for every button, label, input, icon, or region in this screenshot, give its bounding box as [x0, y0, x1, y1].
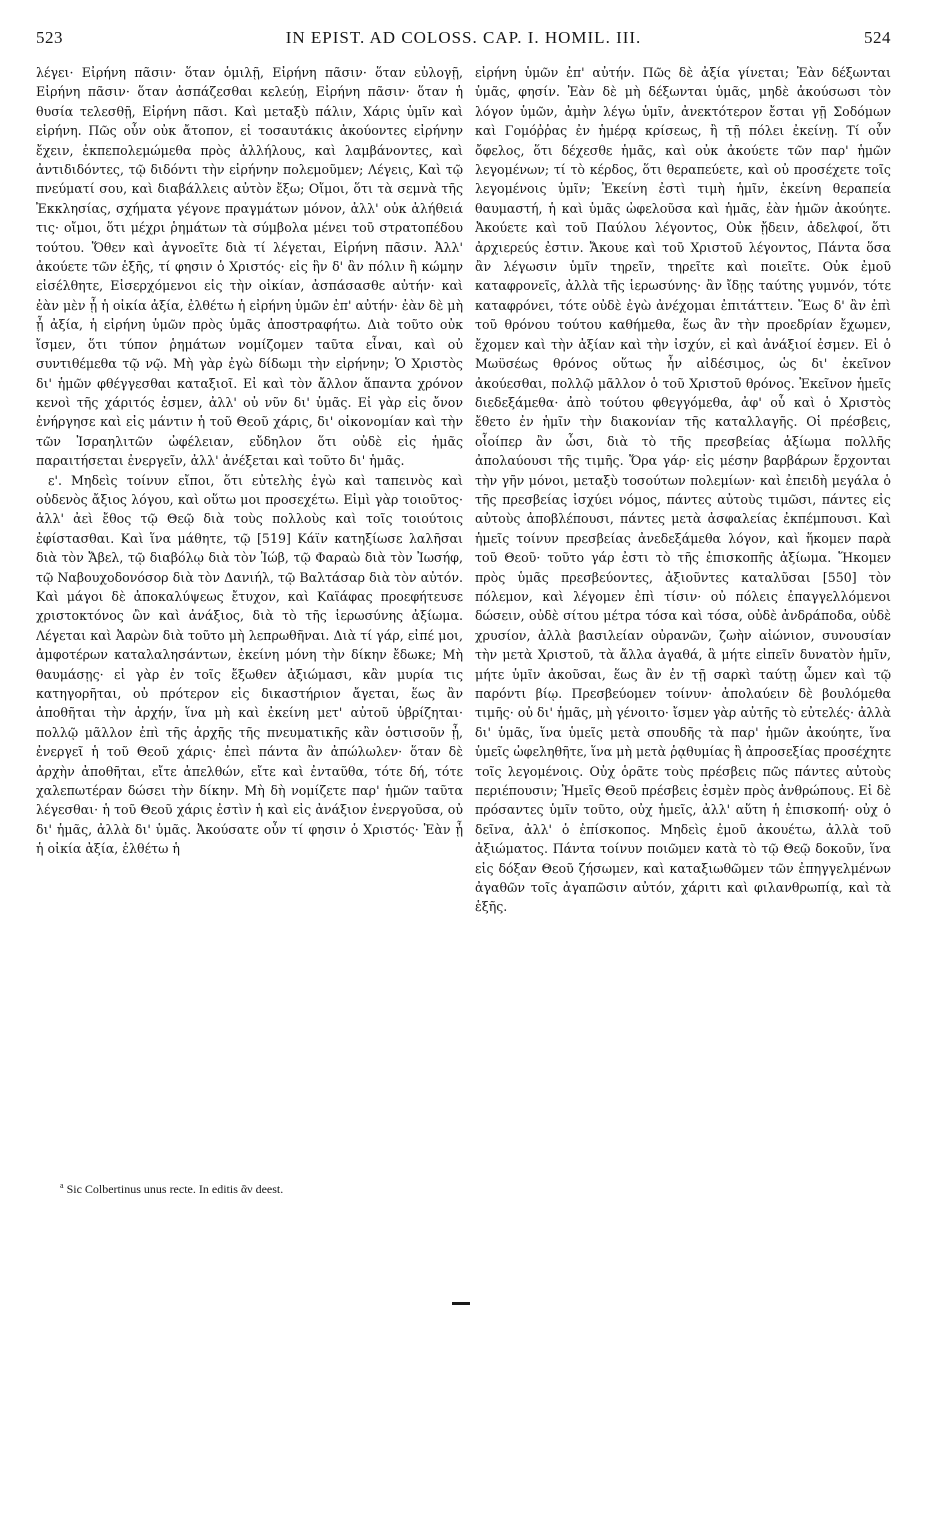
left-text-column: [36, 63, 463, 1203]
page-end-dash: [452, 1302, 470, 1305]
footnote-text: Sic Colbertinus unus recte. In editis ἂν deest.: [66, 1182, 284, 1196]
page-number-right: 524: [864, 28, 891, 47]
right-text-column: [475, 63, 891, 1223]
right-paragraph-1: εἰρήνη ὑμῶν ἐπ' αὐτήν. Πῶς δὲ ἀξία γίνεται; Ἐὰν δέξωνται ὑμᾶς, φησίν. Ἐὰν δὲ μὴ δέξωνται ὑμᾶς, μηδὲ ἀκούσωσι τὸν λόγον ὑμῶν, ἀμὴν λέγω ὑμῖν, ἀνεκτότερον ἔσται γῇ Σοδόμων καὶ Γομόῤῥας ἐν ἡμέρᾳ κρίσεως, ἢ τῇ πόλει ἐκείνῃ. Τί οὖν ὄφελος, ὅτι δέχεσθε ἡμᾶς, καὶ οὐκ ἀκούετε τῶν παρ' ἡμῶν λεγομένων; τί τὸ κέρδος, ὅτι θεραπεύετε, καὶ οὐ προσέχετε τοῖς λεγομένοις ὑμῖν; Ἐκείνη ἐστὶ τιμὴ ἡμῖν, ἐκείνη θεραπεία θαυμαστή, ἡ καὶ ὑμᾶς ὠφελοῦσα καὶ ἡμᾶς, ἐὰν ἡμῶν ἀκούητε. Ἀκούετε καὶ τοῦ Παύλου λέγοντος, Οὐκ ᾔδειν, ἀδελφοί, ὅτι ἀρχιερεύς ἐστιν. Ἄκουε καὶ τοῦ Χριστοῦ λέγοντος, Πάντα ὅσα ἂν λέγωσιν ὑμῖν τηρεῖν, τηρεῖτε καὶ ποιεῖτε. Οὐκ ἐμοῦ καταφρονεῖς, ἀλλὰ τῆς ἱερωσύνης· ἂν ἴδῃς ταύτης γυμνόν, τότε καταφρόνει, τότε οὐδὲ ἐγὼ ἀνέχομαι ἐπιτάττειν. Ἕως δ' ἂν ἐπὶ τοῦ θρόνου τούτου καθήμεθα, ἕως ἂν τὴν προεδρίαν ἔχωμεν, ἔχομεν καὶ τὴν ἀξίαν καὶ τὴν ἰσχύν, εἰ καὶ ἀνάξιοί ἐσμεν. Εἰ ὁ Μωϋσέως θρόνος οὕτως ἦν αἰδέσιμος, ὡς δι' ἐκεῖνον ἀκούεσθαι, πολλῷ μᾶλλον ὁ τοῦ Χριστοῦ θρόνος. Ἐκεῖνον ἡμεῖς διεδεξάμεθα· ἀπὸ τούτου φθεγγόμεθα, ἀφ' οὗ καὶ ὁ Χριστὸς ἔθετο ἐν ἡμῖν τὴν διακονίαν τῆς καταλλαγῆς. Οἱ πρέσβεις, οἷοίπερ ἂν ὦσι, διὰ τὸ τῆς πρεσβείας ἀξίωμα πολλῆς ἀπολαύουσι τῆς τιμῆς. Ὅρα γάρ· εἰς μέσην βαρβάρων ἔρχονται τὴν γῆν μόνοι, μεταξὺ τοσούτων πολεμίων· καὶ ἐπειδὴ μεγάλα ὁ τῆς πρεσβείας ἰσχύει νόμος, πάντες αὐτοὺς τιμῶσι, πάντες εἰς αὐτοὺς ἀποβλέπουσι, πάντες μετὰ ἀσφαλείας ἐκπέμπουσι. Καὶ ἡμεῖς τοίνυν πρεσβείας ἀνεδεξάμεθα λόγον, καὶ ἥκομεν παρὰ τοῦ Θεοῦ· τοῦτο γάρ ἐστι τὸ τῆς ἐπισκοπῆς ἀξίωμα. Ἥκομεν πρὸς ὑμᾶς πρεσβεύοντες, ἀξιοῦντες καταλῦσαι [550] τὸν πόλεμον, καὶ λέγομεν ἐπὶ τίσιν· οὐ πόλεις ἐπαγγελλόμενοι δώσειν, οὐδὲ σίτου μέτρα τόσα καὶ τόσα, οὐδὲ ἀνδράποδα, οὐδὲ χρυσίον, ἀλλὰ βασιλείαν οὐρανῶν, ζωὴν αἰώνιον, συνουσίαν τὴν μετὰ Χριστοῦ, τὰ ἄλλα ἀγαθά, ἃ μήτε εἰπεῖν δυνατὸν ἡμῖν, μήτε ὑμῖν ἀκοῦσαι, ἕως ἂν ἐν τῇ σαρκὶ ταύτῃ ὦμεν καὶ τῷ παρόντι βίῳ. Πρεσβεύομεν τοίνυν· ἀπολαύειν δὲ βουλόμεθα τιμῆς· οὐ δι' ἡμᾶς, μὴ γένοιτο· ἴσμεν γὰρ αὐτῆς τὸ εὐτελές· ἀλλὰ δι' ὑμᾶς, ἵνα ὑμεῖς μετὰ σπουδῆς τὰ παρ' ἡμῶν ἀκούητε, ἵνα ὑμεῖς ὠφεληθῆτε, ἵνα μὴ μετὰ ῥᾳθυμίας ἢ ἀπροσεξίας προσέχητε τοῖς λεγομένοις. Οὐχ ὁρᾶτε τοὺς πρέσβεις πῶς πάντες αὐτοὺς περιέπουσιν; Ἡμεῖς Θεοῦ πρέσβεις ἐσμὲν πρὸς ἀνθρώπους. Εἰ δὲ πρόσαντες ὑμῖν τοῦτο, οὐχ ἡμεῖς, ἀλλ' αὕτη ἡ ἐπισκοπή· οὐχ ὁ δεῖνα, ἀλλ' ὁ ἐπίσκοπος. Μηδεὶς ἐμοῦ ἀκουέτω, ἀλλὰ τοῦ ἀξιώματος. Πάντα τοίνυν ποιῶμεν κατὰ τὸ τῷ Θεῷ δοκοῦν, ἵνα εἰς δόξαν Θεοῦ ζήσωμεν, καὶ καταξιωθῶμεν τῶν ἐπηγγελμένων ἀγαθῶν τοῖς ἀγαπῶσιν αὐτόν, χάριτι καὶ φιλανθρωπίᾳ, καὶ τὰ ἑξῆς.: [475, 65, 891, 915]
running-title: IN EPIST. AD COLOSS. CAP. I. HOMIL. III.: [285, 28, 642, 47]
page-number-left: 523: [36, 28, 63, 47]
footnote-marker: a: [60, 1181, 64, 1190]
left-paragraph-1: λέγει· Εἰρήνη πᾶσιν· ὅταν ὁμιλῇ, Εἰρήνη πᾶσιν· ὅταν εὐλογῇ, Εἰρήνη πᾶσιν· ὅταν ἀσπάζεσθαι κελεύῃ, Εἰρήνη πᾶσιν· ὅταν ἡ θυσία τελεσθῇ, Εἰρήνη πᾶσι. Καὶ μεταξὺ πάλιν, Χάρις ὑμῖν καὶ εἰρήνη. Πῶς οὖν οὐκ ἄτοπον, εἰ τοσαυτάκις ἀκούοντες εἰρήνην ἔχειν, ἐκπεπολεμώμεθα πρὸς ἀλλήλους, καὶ λαμβάνοντες, καὶ ἀντιδιδόντες, τῷ διδόντι τὴν εἰρήνην πολεμοῦμεν; Λέγεις, Καὶ τῷ πνεύματί σου, καὶ διαβάλλεις αὐτὸν ἔξω; Οἴμοι, ὅτι τὰ σεμνὰ τῆς Ἐκκλησίας, σχήματα γέγονε πραγμάτων μόνον, ἀλλ' οὐκ ἀλήθειά τις· οἴμοι, ὅτι μέχρι ῥημάτων τὰ σύμβολα μένει τοῦ στρατοπέδου τούτου. Ὅθεν καὶ ἀγνοεῖτε διὰ τί λέγεται, Εἰρήνη πᾶσιν. Ἀλλ' ἀκούετε τῶν ἑξῆς, τί φησιν ὁ Χριστός· εἰς ἣν δ' ἂν πόλιν ἢ κώμην εἰσέλθητε, Εἰσερχόμενοι εἰς τὴν οἰκίαν, ἀσπάσασθε αὐτήν· καὶ ἐὰν μὲν ᾖ ἡ οἰκία ἀξία, ἐλθέτω ἡ εἰρήνη ὑμῶν ἐπ' αὐτήν· ἐὰν δὲ μὴ ᾖ ἀξία, ἡ εἰρήνη ὑμῶν πρὸς ὑμᾶς ἀποστραφήτω. Διὰ τοῦτο οὐκ ἴσμεν, ὅτι τύπον ῥημάτων νομίζομεν ταῦτα εἶναι, καὶ οὐ συντιθέμεθα τῷ νῷ. Μὴ γὰρ ἐγὼ δίδωμι τὴν εἰρήνην; Ὁ Χριστὸς δι' ἡμῶν φθέγγεσθαι καταξιοῖ. Εἰ καὶ τὸν ἄλλον ἅπαντα χρόνον κενοὶ τῆς χάριτός ἐσμεν, ἀλλ' οὐ νῦν δι' ὑμᾶς. Εἰ γὰρ εἰς ὄνον ἐνήργησε καὶ εἰς μάντιν ἡ τοῦ Θεοῦ χάρις, δι' οἰκονομίαν καὶ τὴν τῶν Ἰσραηλιτῶν ὠφέλειαν, εὔδηλον ὅτι οὐδὲ εἰς ἡμᾶς παραιτήσεται ἐνεργεῖν, ἀλλ' ἀνέξεται καὶ τοῦτο δι' ἡμᾶς.: [36, 65, 463, 469]
running-header: [36, 28, 891, 58]
left-paragraph-2: ε'. Μηδεὶς τοίνυν εἴποι, ὅτι εὐτελὴς ἐγὼ καὶ ταπεινὸς καὶ οὐδενὸς ἄξιος λόγου, καὶ οὕτω μοι προσεχέτω. Εἰμὶ γὰρ τοιοῦτος· ἀλλ' ἀεὶ ἔθος τῷ Θεῷ διὰ τοὺς πολλοὺς καὶ τοῖς τοιούτοις ἐφίστασθαι. Καὶ ἵνα μάθητε, τῷ [519] Κάϊν κατηξίωσε λαλῆσαι διὰ τὸν Ἄβελ, τῷ διαβόλῳ διὰ τὸν Ἰώβ, τῷ Φαραὼ διὰ τὸν Ἰωσήφ, τῷ Ναβουχοδονόσορ διὰ τὸν Δανιήλ, τῷ Βαλτάσαρ διὰ τὸν αὐτόν. Καὶ μάγοι δὲ ἀποκαλύψεως ἔτυχον, καὶ Καϊάφας προεφήτευσε χριστοκτόνος ὢν καὶ ἀνάξιος, διὰ τὸ τῆς ἱερωσύνης ἀξίωμα. Λέγεται καὶ Ἀαρὼν διὰ τοῦτο μὴ λεπρωθῆναι. Διὰ τί γάρ, εἰπέ μοι, ἀμφοτέρων καταλαλησάντων, ἐκείνη μόνη τὴν δίκην ἔδωκε; Μὴ θαυμάσῃς· εἰ γὰρ ἐν τοῖς ἔξωθεν ἀξιώμασι, κἂν μυρία τις κατηγορῆται, οὐ πρότερον εἰς δικαστήριον ἄγεται, ἕως ἂν ἀποθῆται τὴν ἀρχήν, ἵνα μὴ καὶ ἐκείνη μετ' αὐτοῦ ὑβρίζηται· πολλῷ μᾶλλον ἐπὶ τῆς ἀρχῆς τῆς πνευματικῆς κἂν ὁστισοῦν ᾖ, ἐνεργεῖ ἡ τοῦ Θεοῦ χάρις· ἐπεὶ πάντα ἂν ἀπώλωλεν· ὅταν δὲ ἀρχὴν ἀποθῆται, εἴτε ἀπελθών, εἴτε καὶ ἐνταῦθα, τότε δή, τότε χαλεπωτέραν δώσει τὴν δίκην. Μὴ δὴ νομίζετε παρ' ἡμῶν ταῦτα λέγεσθαι· ἡ τοῦ Θεοῦ χάρις ἐστὶν ἡ καὶ εἰς ἀνάξιον ἐνεργοῦσα, οὐ δι' ἡμᾶς, ἀλλὰ δι' ὑμᾶς. Ἀκούσατε οὖν τί φησιν ὁ Χριστός· Ἐὰν ᾖ ἡ οἰκία ἀξία, ἐλθέτω ἡ: [36, 472, 463, 857]
footnote: [60, 1181, 460, 1197]
